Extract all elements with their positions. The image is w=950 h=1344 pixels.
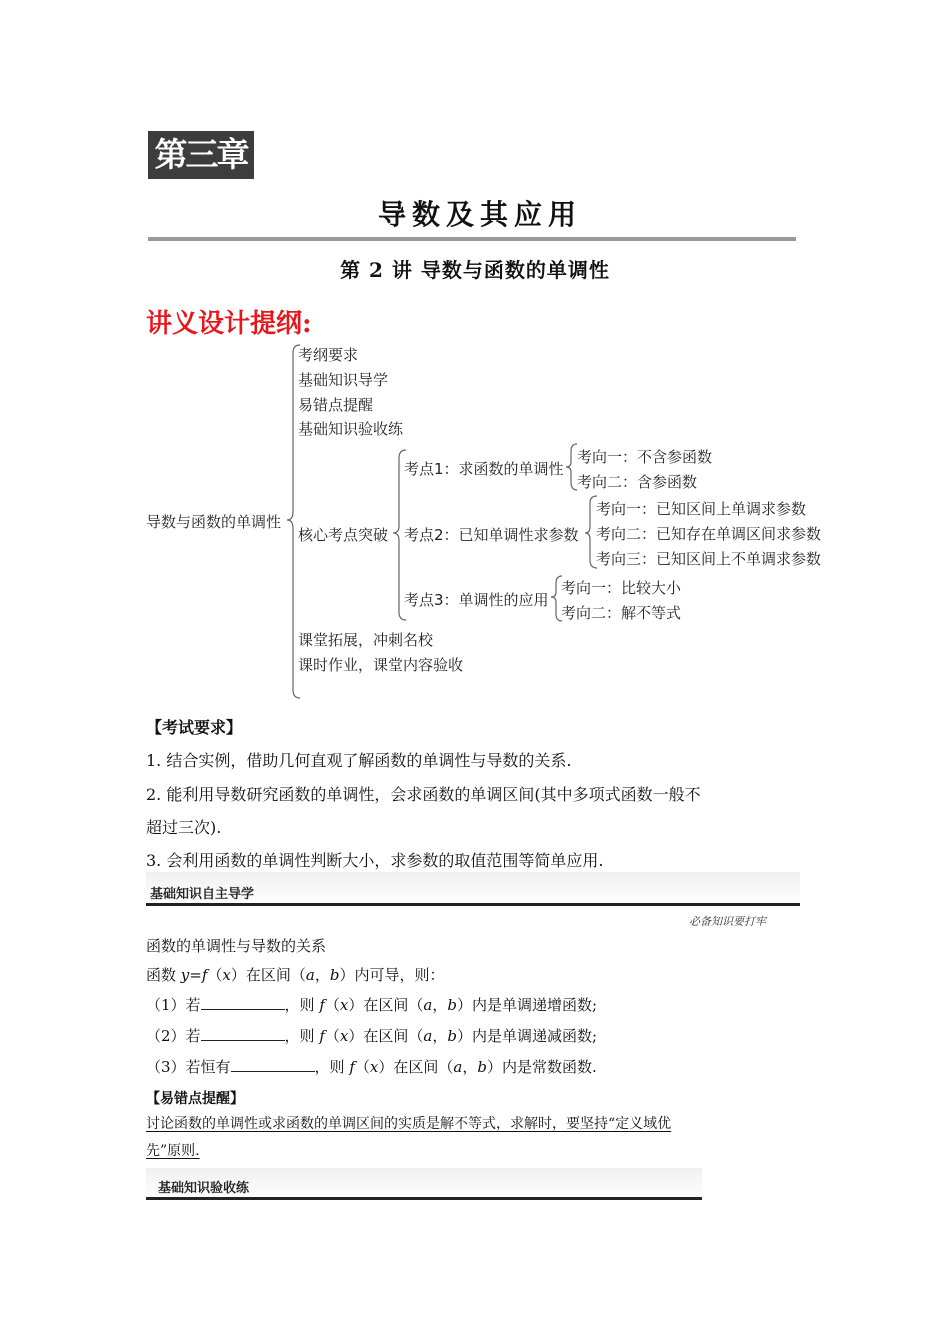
chapter-badge: 第三章 (148, 131, 254, 179)
outline-heading: 讲义设计提纲: (146, 309, 312, 339)
outline-point: 考点1：求函数的单调性 (404, 460, 564, 478)
pitfall-heading: 【易错点提醒】 (146, 1091, 244, 1107)
section-band-rule (146, 903, 800, 906)
outline-point: 考点3：单调性的应用 (404, 591, 549, 609)
pitfall-text: 先”原则. (146, 1143, 200, 1159)
fill-blank[interactable] (201, 995, 285, 1010)
section-band-label: 基础知识验收练 (158, 1181, 250, 1196)
exam-item: 2. 能利用导数研究函数的单调性，会求函数的单调区间(其中多项式函数一般不 (146, 785, 701, 804)
outline-direction: 考向二：含参函数 (577, 473, 698, 491)
outline-direction: 考向一：不含参函数 (577, 448, 713, 466)
outline-item: 易错点提醒 (298, 396, 374, 414)
section-band-rule (146, 1197, 702, 1200)
basics-line: （1）若 ，则 f（x）在区间（a，b）内是单调递增函数; (146, 996, 598, 1014)
lesson-title: 第 2 讲 导数与函数的单调性 (340, 258, 610, 282)
point1-bracket (566, 444, 577, 490)
unit-title: 导数及其应用 (377, 198, 582, 231)
fill-blank[interactable] (231, 1057, 315, 1072)
outline-item: 基础知识导学 (298, 371, 389, 389)
outline-direction: 考向一：已知区间上单调求参数 (596, 500, 807, 518)
basics-line: （3）若恒有 ，则 f（x）在区间（a，b）内是常数函数. (146, 1058, 597, 1076)
outline-item: 核心考点突破 (298, 526, 389, 544)
basics-heading: 函数的单调性与导数的关系 (146, 937, 327, 955)
exam-heading: 【考试要求】 (146, 718, 243, 737)
exam-item: 3. 会利用函数的单调性判断大小，求参数的取值范围等简单应用. (146, 851, 604, 870)
section-band-label: 基础知识自主导学 (150, 887, 255, 902)
exam-item: 超过三次). (146, 818, 222, 837)
fill-blank[interactable] (201, 1026, 285, 1041)
outline-direction: 考向二：已知存在单调区间求参数 (596, 525, 822, 543)
outline-root: 导数与函数的单调性 (146, 513, 282, 531)
basics-line: （2）若 ，则 f（x）在区间（a，b）内是单调递减函数; (146, 1027, 598, 1045)
section-tagline: 必备知识要打牢 (689, 915, 766, 928)
pitfall-text: 讨论函数的单调性或求函数的单调区间的实质是解不等式，求解时，要坚持“定义域优 (146, 1116, 672, 1132)
outline-direction: 考向三：已知区间上不单调求参数 (596, 550, 822, 568)
exam-item: 1. 结合实例，借助几何直观了解函数的单调性与导数的关系. (146, 751, 572, 770)
outline-direction: 考向二：解不等式 (561, 604, 682, 622)
basics-intro: 函数 y=f（x）在区间（a，b）内可导，则： (146, 966, 445, 984)
outline-item: 课时作业，课堂内容验收 (298, 656, 464, 674)
outline-point: 考点2：已知单调性求参数 (404, 526, 579, 544)
outline-direction: 考向一：比较大小 (561, 579, 682, 597)
outline-item: 课堂拓展，冲刺名校 (298, 631, 434, 649)
outline-item: 基础知识验收练 (298, 420, 404, 438)
outline-item: 考纲要求 (298, 346, 359, 364)
